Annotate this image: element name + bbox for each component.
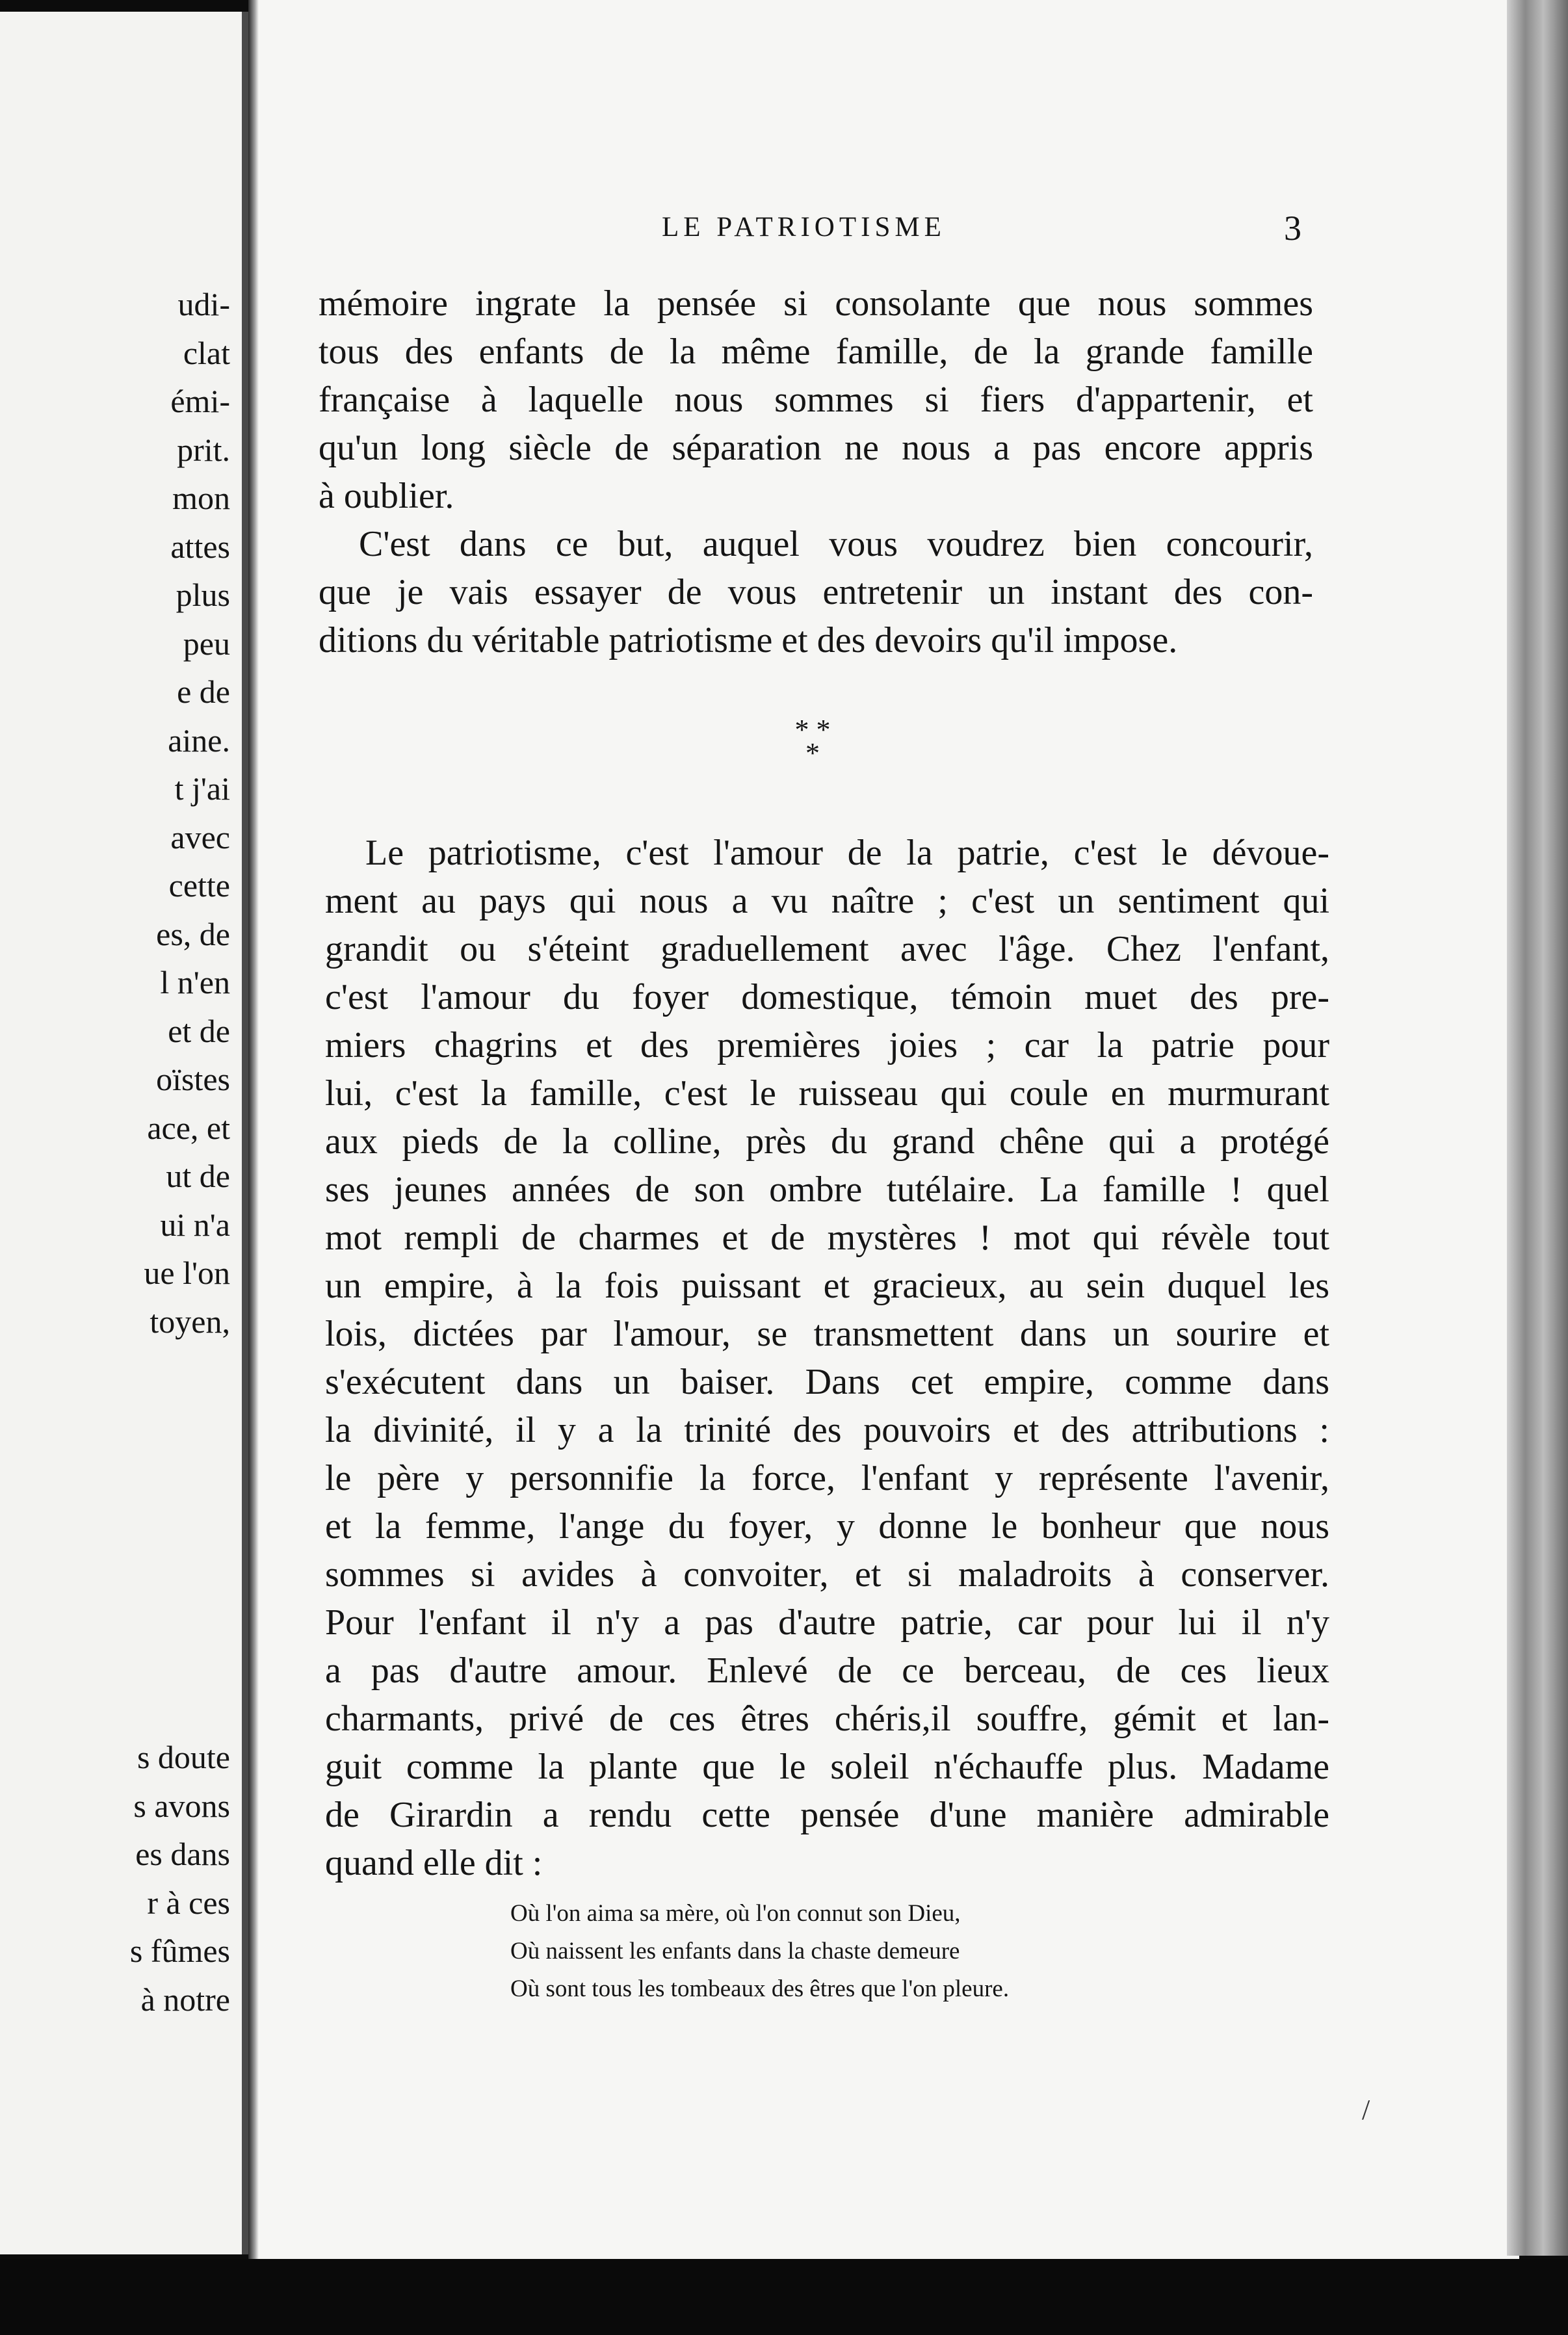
left-page-line: peu: [183, 625, 230, 662]
text-line: un empire, à la fois puissant et gracieux, au sein duquel les: [325, 1266, 1329, 1306]
paragraph-continued: [319, 280, 1313, 664]
asterism-top: * *: [794, 714, 831, 746]
left-page-line: s avons: [133, 1787, 230, 1824]
text-line: lois, dictées par l'amour, se transmettent dans un sourire et: [325, 1314, 1329, 1354]
text-line: mémoire ingrate la pensée si consolante que nous sommes: [319, 283, 1313, 324]
left-page-line: aine.: [168, 722, 230, 759]
text-line: quand elle dit :: [325, 1843, 543, 1883]
left-page-line: udi-: [177, 286, 230, 322]
text-line: ment au pays qui nous a vu naître ; c'est un sentiment qui: [325, 881, 1329, 921]
text-line: charmants, privé de ces êtres chéris,il souffre, gémit et lan-: [325, 1699, 1329, 1739]
left-page-line: ace, et: [147, 1109, 230, 1146]
text-line: sommes si avides à convoiter, et si maladroits à conserver.: [325, 1554, 1329, 1595]
left-page-line: s doute: [137, 1739, 230, 1775]
left-page-line: toyen,: [150, 1303, 230, 1340]
left-page-line: clat: [183, 334, 230, 371]
stray-pen-mark: /: [1362, 2094, 1370, 2126]
text-line: c'est l'amour du foyer domestique, témoin muet des pre-: [325, 977, 1329, 1017]
text-line: la divinité, il y a la trinité des pouvoirs et des attributions :: [325, 1410, 1329, 1450]
left-page-line: attes: [170, 528, 230, 565]
left-page-line: t j'ai: [174, 770, 230, 807]
text-line: que je vais essayer de vous entretenir un instant des con-: [319, 572, 1313, 612]
text-line: de Girardin a rendu cette pensée d'une manière admirable: [325, 1795, 1329, 1835]
scan-border: [0, 2259, 1568, 2335]
left-page-line: e de: [177, 673, 230, 710]
left-page-line: r à ces: [147, 1884, 230, 1921]
left-page-line: plus: [176, 577, 230, 613]
text-line: et la femme, l'ange du foyer, y donne le bonheur que nous: [325, 1506, 1329, 1546]
left-page-line: cette: [168, 867, 230, 904]
asterism: [790, 714, 835, 769]
text-line: C'est dans ce but, auquel vous voudrez bien concourir,: [359, 524, 1313, 564]
text-line: miers chagrins et des premières joies ; car la patrie pour: [325, 1025, 1329, 1065]
text-line: ditions du véritable patriotisme et des devoirs qu'il impose.: [319, 620, 1178, 660]
page-gutter-shadow: [248, 0, 259, 2259]
paragraph-patriotisme: [325, 829, 1329, 1887]
verse-line: Où sont tous les tombeaux des êtres que l'on pleure.: [510, 1976, 1010, 2002]
verse-quote: [510, 1895, 1009, 2008]
text-line: Le patriotisme, c'est l'amour de la patrie, c'est le dévoue-: [365, 833, 1329, 873]
left-page-line: es dans: [135, 1836, 230, 1872]
text-line: à oublier.: [319, 476, 454, 516]
left-page-line: prit.: [177, 431, 230, 468]
running-head: LE PATRIOTISME: [662, 212, 946, 242]
left-page-line: avec: [170, 818, 230, 855]
left-page-line: es, de: [156, 915, 230, 952]
text-line: grandit ou s'éteint graduellement avec l'âge. Chez l'enfant,: [325, 929, 1329, 969]
left-page-line: s fûmes: [129, 1933, 230, 1969]
text-line: lui, c'est la famille, c'est le ruisseau qui coule en murmurant: [325, 1073, 1329, 1114]
text-line: a pas d'autre amour. Enlevé de ce berceau, de ces lieux: [325, 1650, 1329, 1691]
left-page-line: l n'en: [160, 964, 230, 1000]
text-line: ses jeunes années de son ombre tutélaire. La famille ! quel: [325, 1169, 1329, 1210]
text-line: Pour l'enfant il n'y a pas d'autre patrie, car pour lui il n'y: [325, 1602, 1329, 1643]
text-line: s'exécutent dans un baiser. Dans cet empire, comme dans: [325, 1362, 1329, 1402]
verse-line: Où l'on aima sa mère, où l'on connut son Dieu,: [510, 1900, 961, 1927]
page-edge: [1507, 0, 1568, 2256]
text-line: le père y personnifie la force, l'enfant y représente l'avenir,: [325, 1458, 1329, 1498]
asterism-bottom: *: [805, 737, 820, 769]
left-page-line: oïstes: [156, 1061, 230, 1097]
left-page-line: et de: [168, 1012, 230, 1049]
left-page-line: mon: [172, 480, 230, 516]
text-line: guit comme la plante que le soleil n'échauffe plus. Madame: [325, 1747, 1329, 1787]
left-page-line: à notre: [140, 1981, 230, 2018]
text-line: mot rempli de charmes et de mystères ! mot qui révèle tout: [325, 1218, 1329, 1258]
text-line: qu'un long siècle de séparation ne nous a pas encore appris: [319, 428, 1313, 468]
left-facing-page: [0, 12, 248, 2254]
left-page-line: émi-: [170, 383, 230, 419]
text-line: aux pieds de la colline, près du grand chêne qui a protégé: [325, 1121, 1329, 1162]
left-page-line: ui n'a: [160, 1206, 230, 1243]
text-line: française à laquelle nous sommes si fiers d'appartenir, et: [319, 380, 1313, 420]
page-number: 3: [1284, 209, 1301, 248]
verse-line: Où naissent les enfants dans la chaste demeure: [510, 1938, 960, 1964]
text-line: tous des enfants de la même famille, de la grande famille: [319, 332, 1313, 372]
left-page-line: ut de: [166, 1158, 230, 1194]
left-page-line: ue l'on: [144, 1255, 230, 1291]
